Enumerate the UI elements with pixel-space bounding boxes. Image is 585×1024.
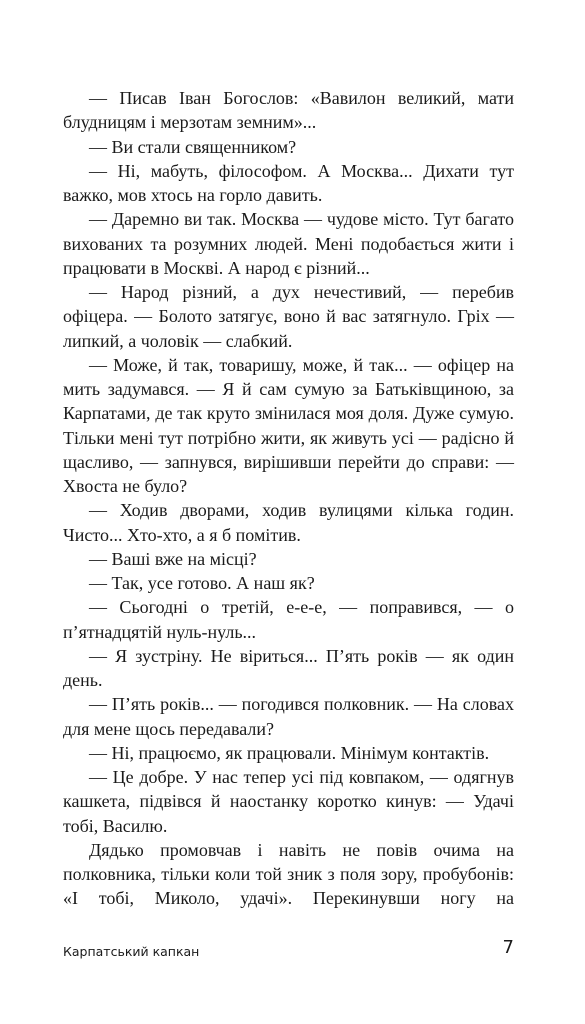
paragraph: — Ні, мабуть, філософом. А Москва... Дихати тут важко, мов хтось на горло давить. (63, 160, 514, 205)
body-text (63, 86, 514, 911)
paragraph: — Може, й так, товаришу, може, й так... — офіцер на мить задумався. — Я й сам сумую за Батьківщиною, за Карпатами, де так круто змінилася моя доля. Дуже сумую. Тільки мені тут потрібно жити, як живуть усі — радісно й щасливо, — запнувся, вирішивши перейти до справи: — Хвоста не було? (63, 354, 514, 496)
paragraph: — Ні, працюємо, як працювали. Мінімум контактів. (89, 742, 490, 763)
paragraph: — Ходив дворами, ходив вулицями кілька годин. Чисто... Хто-хто, а я б помітив. (63, 500, 514, 545)
paragraph: Дядько промовчав і навіть не повів очима на полковника, тільки коли той зник з поля зору, пробубонів: «І тобі, Миколо, удачі». Перекинувши ногу на (63, 839, 514, 909)
paragraph: — Писав Іван Богослов: «Вавилон великий, мати блудницям і мерзотам земним»... (63, 88, 514, 133)
paragraph: — Так, усе готово. А наш як? (89, 573, 315, 593)
paragraph: — Сьогодні о третій, е-е-е, — поправився, — о п’ятнадцятій нуль-нуль... (63, 597, 514, 642)
paragraph: — Я зустріну. Не віриться... П’ять років — як один день. (63, 645, 514, 690)
paragraph: — П’ять років... — погодився полковник. — На словах для мене щось передавали? (63, 694, 514, 739)
paragraph: — Ви стали священником? (89, 136, 297, 157)
paragraph: — Даремно ви так. Москва — чудове місто. Тут багато вихованих та розумних людей. Мені подобається жити і працювати в Москві. А народ є різний... (63, 209, 514, 278)
page-number: 7 (502, 937, 514, 958)
running-footer-title: Карпатський капкан (63, 944, 200, 959)
paragraph: — Це добре. У нас тепер усі під ковпаком, — одягнув кашкета, підвівся й наостанку коротко кинув: — Удачі тобі, Василю. (63, 767, 514, 836)
paragraph: — Народ різний, а дух нечестивий, — перебив офіцера. — Болото затягує, воно й вас затягнуло. Гріх — липкий, а чоловік — слабкий. (63, 282, 514, 351)
paragraph: — Ваші вже на місці? (89, 548, 257, 569)
